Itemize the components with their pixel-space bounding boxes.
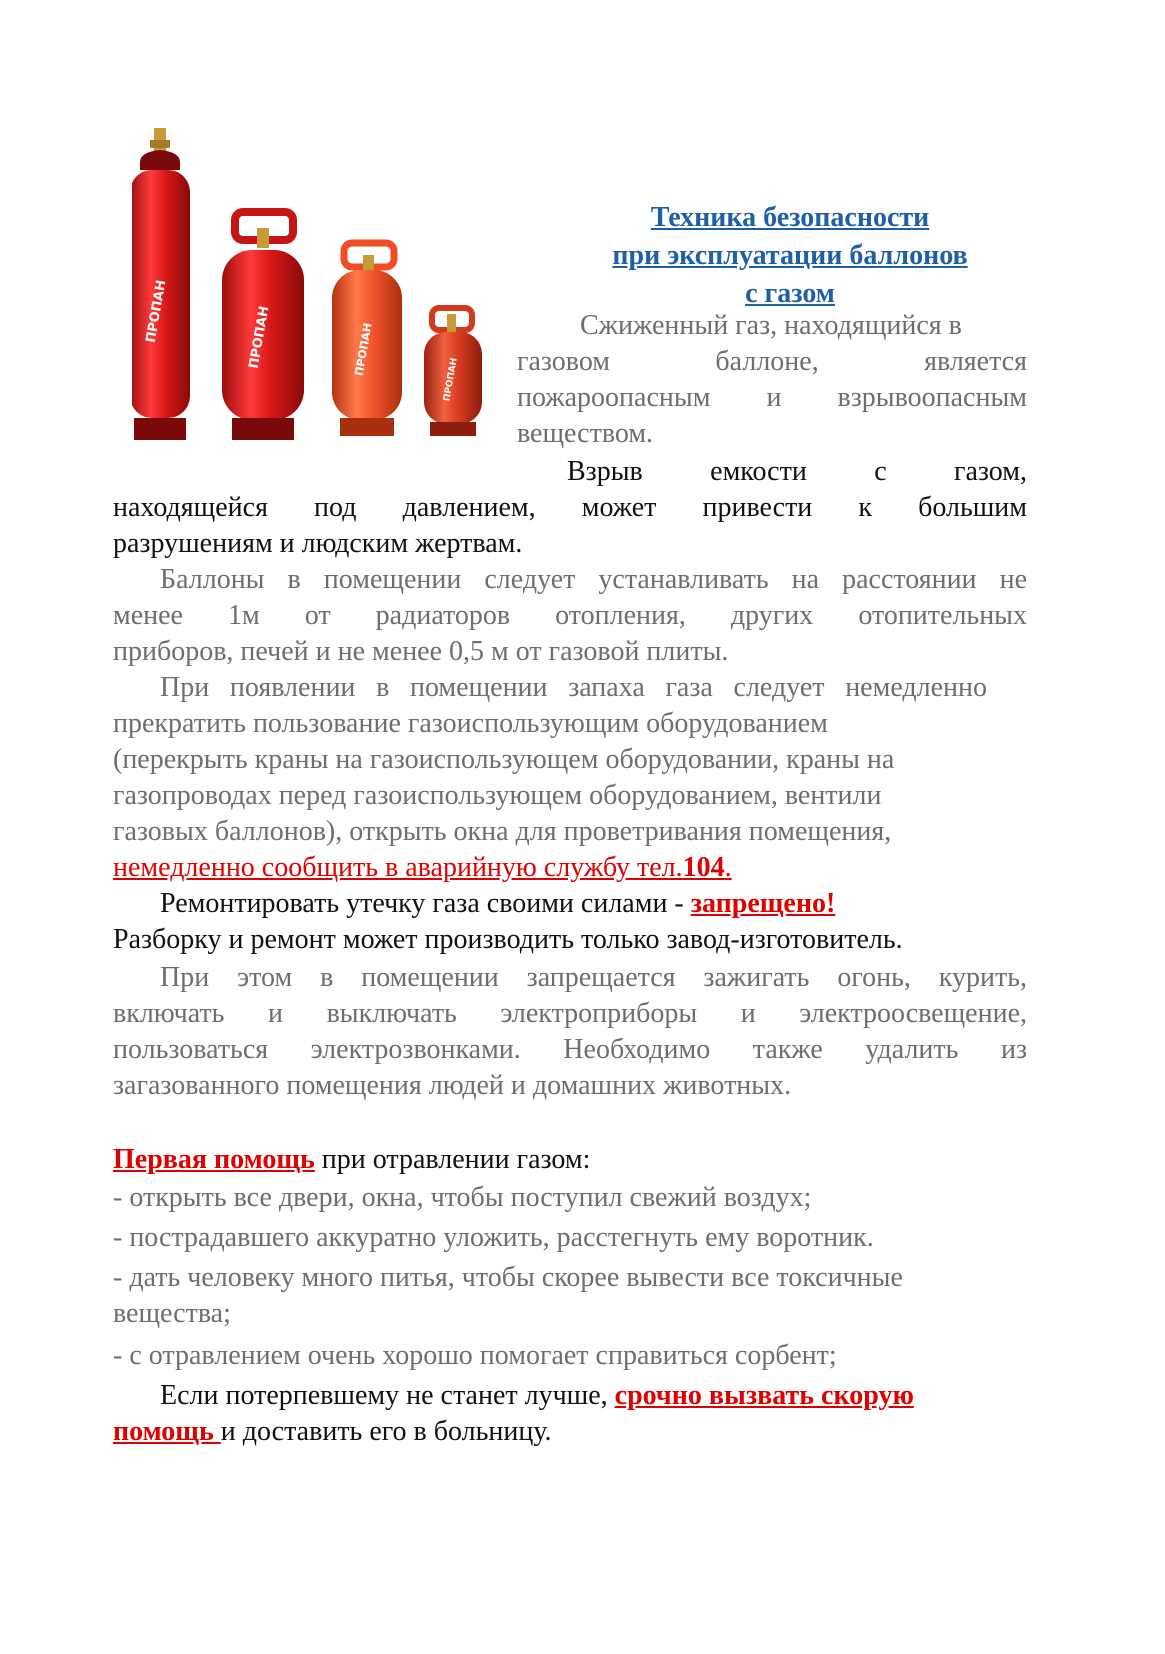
smell-line-2: прекратить пользование газоиспользующим оборудованием: [113, 708, 828, 739]
placement-line-1: Баллоны в помещении следует устанавливать на расстоянии не: [160, 564, 1027, 595]
first-aid-item-2: - пострадавшего аккуратно уложить, расстегнуть ему воротник.: [113, 1222, 874, 1253]
first-aid-item-1: - открыть все двери, окна, чтобы поступил свежий воздух;: [113, 1182, 812, 1213]
first-aid-item-3a: - дать человеку много питья, чтобы скорее вывести все токсичные: [113, 1262, 903, 1293]
first-aid-item-3b: вещества;: [113, 1298, 231, 1329]
title-line-3: с газом: [745, 278, 835, 309]
small-cylinder: [424, 308, 482, 436]
tall-cylinder: [132, 128, 190, 440]
fire-line-2: включать и выключать электроприборы и электроосвещение,: [113, 998, 1027, 1029]
title-line-1: Техника безопасности: [650, 202, 930, 233]
repair-line-1: [160, 886, 835, 922]
final-ambulance-call: срочно вызвать скорую: [614, 1380, 914, 1411]
repair-line-2: Разборку и ремонт может производить только завод-изготовитель.: [113, 924, 903, 955]
intro-line-4: веществом.: [517, 418, 654, 449]
first-aid-title: Первая помощь: [113, 1144, 315, 1175]
orange-cylinder: [332, 243, 402, 436]
smell-line-4: газопроводах перед газоиспользующем оборудованием, вентили: [113, 780, 882, 811]
explosion-line-3: разрушениям и людским жертвам.: [113, 528, 523, 559]
fire-line-3: пользоваться электрозвонками. Необходимо также удалить из: [113, 1034, 1027, 1065]
repair-forbidden: запрещено!: [690, 888, 836, 919]
fire-line-4: загазованного помещения людей и домашних животных.: [113, 1070, 792, 1101]
final-line-1: [160, 1378, 914, 1414]
final-text: Если потерпевшему не станет лучше,: [160, 1380, 615, 1411]
intro-line-2: газовом баллоне, является: [517, 346, 1027, 377]
gas-cylinders-illustration: [132, 100, 512, 470]
final-line-2: [113, 1414, 552, 1450]
orange-cylinder-label: ПРОПАН: [352, 321, 375, 377]
placement-line-2: менее 1м от радиаторов отопления, других отопительных: [113, 600, 1027, 631]
placement-line-3: приборов, печей и не менее 0,5 м от газовой плиты.: [113, 636, 729, 667]
intro-line-3: пожароопасным и взрывоопасным: [517, 382, 1027, 413]
emergency-call-end: .: [724, 852, 732, 883]
emergency-phone-number: 104: [682, 852, 725, 883]
final-rest: и доставить его в больницу.: [220, 1416, 552, 1447]
small-cylinder-label: ПРОПАН: [442, 357, 460, 403]
tall-cylinder-label: ПРОПАН: [143, 278, 170, 344]
emergency-call-line: [113, 850, 732, 886]
first-aid-item-4: - с отравлением очень хорошо помогает справиться сорбент;: [113, 1340, 837, 1371]
smell-line-3: (перекрыть краны на газоиспользующем оборудовании, краны на: [113, 744, 895, 775]
final-ambulance-call-end: помощь: [113, 1416, 221, 1447]
explosion-line-2: находящейся под давлением, может привести к большим: [113, 492, 1027, 523]
fire-line-1: При этом в помещении запрещается зажигать огонь, курить,: [160, 962, 1027, 993]
explosion-line-1: Взрыв емкости с газом,: [567, 456, 1027, 487]
title-line-2: при эксплуатации баллонов: [612, 240, 968, 271]
emergency-call-text: немедленно сообщить в аварийную службу тел.: [113, 852, 683, 883]
intro-line-1: Сжиженный газ, находящийся в: [580, 310, 962, 341]
first-aid-heading: [113, 1142, 590, 1178]
smell-line-1: При появлении в помещении запаха газа следует немедленно: [160, 672, 987, 703]
first-aid-subtitle: при отравлении газом:: [314, 1144, 591, 1175]
repair-text: Ремонтировать утечку газа своими силами -: [160, 888, 691, 919]
medium-cylinder: [222, 212, 304, 440]
smell-line-5: газовых баллонов), открыть окна для проветривания помещения,: [113, 816, 892, 847]
medium-cylinder-label: ПРОПАН: [246, 304, 273, 370]
